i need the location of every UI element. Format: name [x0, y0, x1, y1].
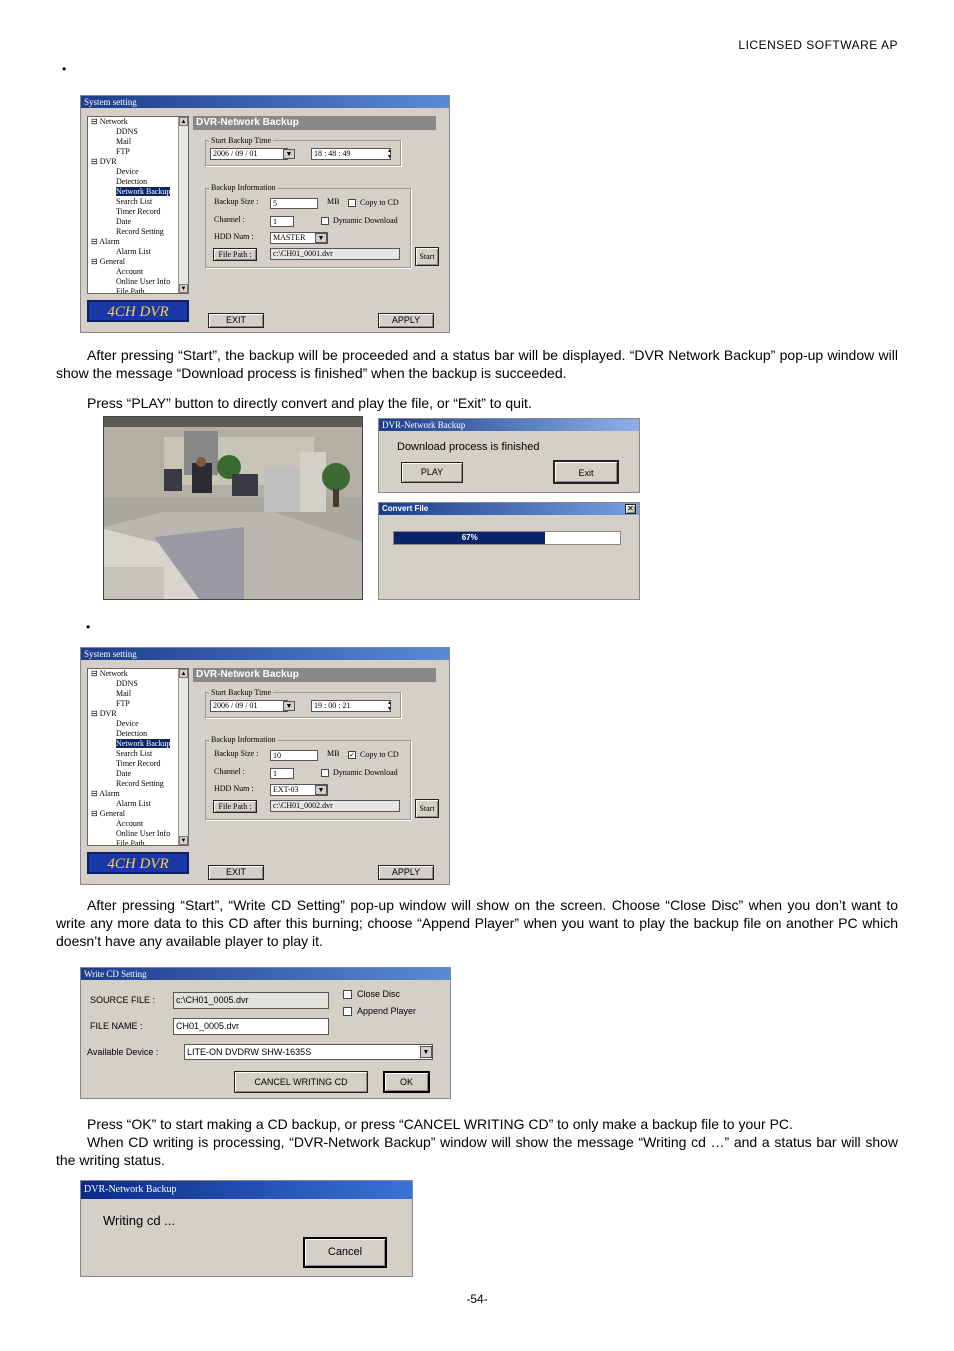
camera-view-image — [103, 416, 363, 600]
paragraph: Press “PLAY” button to directly convert and play the file, or “Exit” to quit. — [87, 395, 532, 411]
file-path-button[interactable]: File Path : — [213, 800, 257, 813]
tree-item-alarm[interactable]: ⊟ Alarm — [91, 237, 120, 246]
tree-item-detection[interactable]: Detection — [116, 729, 148, 738]
backup-info-label: Backup Information — [211, 735, 276, 744]
tree-item-record-setting[interactable]: Record Setting — [116, 779, 164, 788]
panel-title: DVR-Network Backup — [193, 116, 436, 130]
file-name-input[interactable]: CH01_0005.dvr — [173, 1018, 329, 1035]
paragraph: After pressing “Start”, “Write CD Setting” pop-up window will show on the screen. Choose “Close Disc” when you don’t want to write any more data to this CD after this burning; choose “Append Player” when you want to play the backup file on another PC which doesn’t have any available player to play it. — [56, 897, 898, 949]
window-title: System setting — [81, 648, 449, 660]
copy-to-cd-label: Copy to CD — [360, 750, 399, 759]
tree-item-alarm[interactable]: ⊟ Alarm — [91, 789, 120, 798]
size-input[interactable]: 5 — [270, 198, 318, 209]
chevron-down-icon[interactable]: ▼ — [420, 1046, 432, 1058]
date-select[interactable]: 2006 / 09 / 01 — [210, 148, 288, 160]
tree-item-device[interactable]: Device — [116, 167, 139, 176]
channel-label: Channel : — [214, 767, 245, 776]
dynamic-download-label: Dynamic Download — [333, 768, 398, 777]
convert-title: Convert File — [379, 503, 639, 515]
exit-button[interactable]: Exit — [553, 460, 619, 484]
bullet: • — [62, 62, 67, 76]
tree-item-account[interactable]: Account — [116, 819, 144, 828]
dynamic-download-checkbox[interactable] — [321, 217, 329, 225]
tree-item-date[interactable]: Date — [116, 769, 132, 778]
start-button[interactable]: Start — [415, 799, 439, 818]
paragraph: Press “OK” to start making a CD backup, or press “CANCEL WRITING CD” to only make a backup file to your PC. — [87, 1116, 793, 1132]
hdd-label: HDD Num : — [214, 784, 254, 793]
tree-item-alarm-list[interactable]: Alarm List — [116, 799, 151, 808]
writing-cd-dialog — [80, 1180, 413, 1277]
tree-item-network[interactable]: ⊟ Network — [91, 669, 128, 678]
download-finished-dialog — [378, 418, 640, 493]
tree-item-ftp[interactable]: FTP — [116, 147, 130, 156]
channel-input[interactable]: 1 — [270, 216, 294, 227]
tree-item-account[interactable]: Account — [116, 267, 144, 276]
apply-button[interactable]: APPLY — [378, 313, 434, 328]
tree-item-record-setting[interactable]: Record Setting — [116, 227, 164, 236]
channel-label: Channel : — [214, 215, 245, 224]
time-field[interactable]: 19 : 00 : 21 — [311, 700, 391, 712]
file-path-field[interactable]: c:\CH01_0002.dvr — [270, 800, 400, 812]
channel-input[interactable]: 1 — [270, 768, 294, 779]
date-select[interactable]: 2006 / 09 / 01 — [210, 700, 288, 712]
tree-item-mail[interactable]: Mail — [116, 689, 132, 698]
tree-item-network-backup[interactable]: Network Backup — [116, 187, 171, 196]
settings-tree — [87, 116, 189, 294]
start-button[interactable]: Start — [415, 247, 439, 266]
scroll-up-icon[interactable]: ▲ — [180, 119, 187, 125]
backup-info-label: Backup Information — [211, 183, 276, 192]
settings-tree — [87, 668, 189, 846]
copy-to-cd-checkbox[interactable]: ✓ — [349, 752, 355, 759]
scroll-up-icon[interactable]: ▲ — [180, 671, 187, 677]
start-time-label: Start Backup Time — [211, 688, 272, 697]
tree-item-network[interactable]: ⊟ Network — [91, 117, 128, 126]
tree-item-ftp[interactable]: FTP — [116, 699, 130, 708]
mb-label: MB — [327, 749, 340, 758]
source-file-field[interactable]: c:\CH01_0005.dvr — [173, 992, 329, 1009]
append-player-label: Append Player — [357, 1006, 417, 1016]
tree-scrollbar[interactable] — [178, 117, 188, 293]
tree-item-timer-record[interactable]: Timer Record — [116, 207, 161, 216]
copy-to-cd-checkbox[interactable] — [348, 199, 356, 207]
progress-percent: 67% — [461, 533, 478, 542]
dialog-title: DVR-Network Backup — [379, 419, 639, 431]
window-title: Write CD Setting — [81, 968, 450, 980]
hdd-select[interactable]: MASTER — [270, 232, 328, 244]
dynamic-download-label: Dynamic Download — [333, 216, 398, 225]
tree-item-alarm-list[interactable]: Alarm List — [116, 247, 151, 256]
page-number: -54- — [466, 1292, 488, 1306]
dvr-logo: 4CH DVR — [87, 300, 189, 322]
scroll-down-icon[interactable]: ▼ — [180, 286, 187, 292]
tree-item-dvr[interactable]: ⊟ DVR — [91, 709, 117, 718]
cancel-writing-cd-button[interactable]: CANCEL WRITING CD — [234, 1071, 368, 1093]
scroll-down-icon[interactable]: ▼ — [180, 838, 187, 844]
system-setting-window — [80, 95, 450, 333]
exit-button[interactable]: EXIT — [208, 865, 264, 880]
tree-item-dvr[interactable]: ⊟ DVR — [91, 157, 117, 166]
chevron-down-icon[interactable]: ▼ — [283, 149, 295, 159]
page-header: LICENSED SOFTWARE AP — [738, 38, 898, 52]
dialog-title: DVR-Network Backup — [81, 1181, 412, 1199]
source-file-label: SOURCE FILE : — [90, 995, 156, 1005]
file-path-button[interactable]: File Path : — [213, 248, 257, 261]
tree-item-online-user-info[interactable]: Online User Info — [116, 829, 171, 838]
file-name-label: FILE NAME : — [90, 1021, 143, 1031]
close-icon[interactable]: ✕ — [625, 504, 636, 514]
close-disc-checkbox[interactable] — [343, 990, 352, 999]
tree-item-search-list[interactable]: Search List — [116, 197, 153, 206]
hdd-select[interactable]: EXT-03 — [270, 784, 328, 796]
chevron-down-icon[interactable]: ▼ — [315, 233, 327, 243]
hdd-label: HDD Num : — [214, 232, 254, 241]
play-button[interactable]: PLAY — [401, 462, 463, 483]
tree-item-file-path[interactable]: File Path — [116, 839, 145, 846]
size-input[interactable]: 10 — [270, 750, 318, 761]
tree-item-network-backup[interactable]: Network Backup — [116, 739, 171, 748]
mb-label: MB — [327, 197, 340, 206]
tree-item-mail[interactable]: Mail — [116, 137, 132, 146]
paragraph: When CD writing is processing, “DVR-Network Backup” window will show the message “Writing cd …” and a status bar will show the writing status. — [56, 1134, 898, 1168]
tree-item-search-list[interactable]: Search List — [116, 749, 153, 758]
paragraph: After pressing “Start”, the backup will be proceeded and a status bar will be displayed. “DVR Network Backup” pop-up window will show the message “Download process is finished” when the backup is succeeded. — [56, 347, 898, 381]
writing-message: Writing cd ... — [103, 1213, 176, 1228]
ok-button[interactable]: OK — [383, 1071, 430, 1093]
time-field[interactable]: 18 : 48 : 49 — [311, 148, 391, 160]
tree-item-general[interactable]: ⊟ General — [91, 257, 126, 266]
tree-item-ddns[interactable]: DDNS — [116, 127, 138, 136]
apply-button[interactable]: APPLY — [378, 865, 434, 880]
exit-button[interactable]: EXIT — [208, 313, 264, 328]
download-message: Download process is finished — [397, 441, 540, 453]
convert-file-window — [378, 502, 640, 600]
system-setting-window — [80, 647, 450, 885]
tree-scrollbar[interactable] — [178, 669, 188, 845]
tree-item-device[interactable]: Device — [116, 719, 139, 728]
chevron-down-icon[interactable]: ▼ — [315, 785, 327, 795]
file-path-field[interactable]: c:\CH01_0001.dvr — [270, 248, 400, 260]
tree-item-general[interactable]: ⊟ General — [91, 809, 126, 818]
copy-to-cd-label: Copy to CD — [360, 198, 399, 207]
available-device-label: Available Device : — [87, 1047, 159, 1057]
close-disc-label: Close Disc — [357, 989, 401, 999]
convert-progress-bar — [393, 531, 621, 545]
chevron-down-icon[interactable]: ▼ — [283, 701, 295, 711]
cancel-button[interactable]: Cancel — [303, 1237, 387, 1268]
time-spinner-icon[interactable]: ▲ ▼ — [387, 148, 392, 160]
tree-item-detection[interactable]: Detection — [116, 177, 148, 186]
size-label: Backup Size : — [214, 197, 259, 206]
dvr-logo: 4CH DVR — [87, 852, 189, 874]
dynamic-download-checkbox[interactable] — [321, 769, 329, 777]
tree-item-date[interactable]: Date — [116, 217, 132, 226]
bullet: • — [86, 620, 91, 634]
time-spinner-icon[interactable]: ▲ ▼ — [387, 700, 392, 712]
write-cd-setting-window — [80, 967, 451, 1099]
tree-item-file-path[interactable]: File Path — [116, 287, 145, 294]
tree-item-online-user-info[interactable]: Online User Info — [116, 277, 171, 286]
device-select[interactable]: LITE-ON DVDRW SHW-1635S — [184, 1044, 433, 1060]
start-time-label: Start Backup Time — [211, 136, 272, 145]
window-title: System setting — [81, 96, 449, 108]
panel-title: DVR-Network Backup — [193, 668, 436, 682]
append-player-checkbox[interactable] — [343, 1007, 352, 1016]
tree-item-timer-record[interactable]: Timer Record — [116, 759, 161, 768]
tree-item-ddns[interactable]: DDNS — [116, 679, 138, 688]
size-label: Backup Size : — [214, 749, 259, 758]
